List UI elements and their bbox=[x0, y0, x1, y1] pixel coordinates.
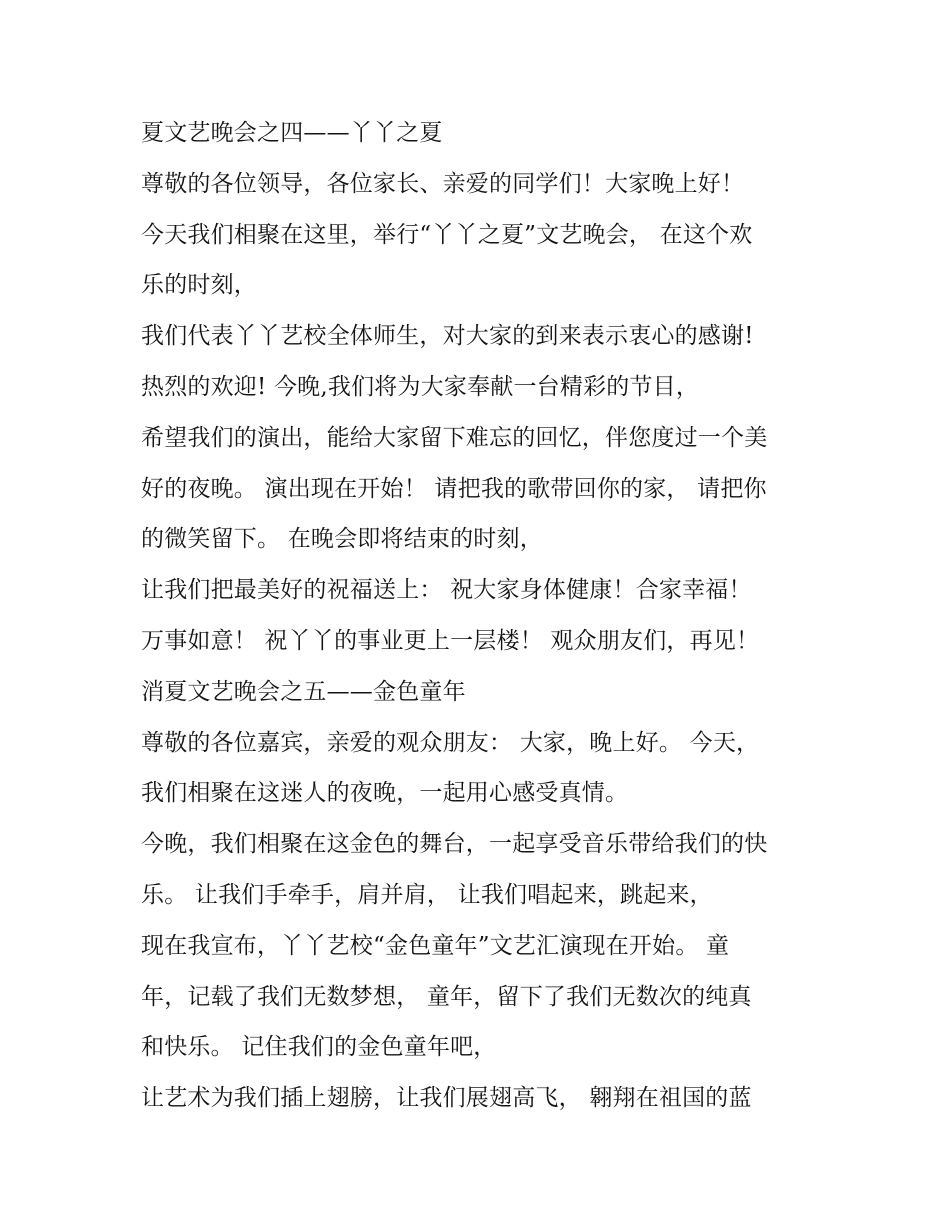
text-line: 希望我们的演出，能给大家留下难忘的回忆，伴您度过一个美 bbox=[141, 424, 768, 451]
section-heading-4: 夏文艺晚会之四——丫丫之夏 bbox=[141, 120, 443, 146]
text-line: 热烈的欢迎! 今晚,我们将为大家奉献一台精彩的节目， bbox=[141, 373, 700, 400]
text-line: 乐。 让我们手牵手，肩并肩， 让我们唱起来，跳起来， bbox=[141, 881, 713, 908]
text-line: 乐的时刻， bbox=[141, 272, 257, 299]
text-line: 我们代表丫丫艺校全体师生，对大家的到来表示衷心的感谢! bbox=[141, 323, 754, 350]
text-line: 万事如意！ 祝丫丫的事业更上一层楼！ 观众朋友们，再见！ bbox=[141, 627, 760, 654]
document-body bbox=[141, 108, 831, 1124]
text-line: 今晚，我们相聚在这金色的舞台，一起享受音乐带给我们的快 bbox=[141, 831, 768, 858]
section-heading-5: 消夏文艺晚会之五——金色童年 bbox=[141, 678, 466, 705]
text-line: 我们相聚在这迷人的夜晚，一起用心感受真情。 bbox=[141, 780, 629, 807]
text-line: 让我们把最美好的祝福送上： 祝大家身体健康！合家幸福！ bbox=[141, 577, 752, 604]
text-line: 的微笑留下。 在晚会即将结束的时刻， bbox=[141, 526, 543, 553]
text-line: 尊敬的各位领导，各位家长、亲爱的同学们！大家晚上好！ bbox=[141, 170, 745, 197]
text-line: 让艺术为我们插上翅膀，让我们展翅高飞， 翱翔在祖国的蓝 bbox=[141, 1085, 752, 1112]
text-line: 年，记载了我们无数梦想， 童年，留下了我们无数次的纯真 bbox=[141, 983, 752, 1010]
text-line: 尊敬的各位嘉宾，亲爱的观众朋友： 大家，晚上好。 今天， bbox=[141, 729, 760, 756]
text-line: 好的夜晚。 演出现在开始！ 请把我的歌带回你的家， 请把你 bbox=[141, 475, 767, 502]
text-line: 和快乐。 记住我们的金色童年吧， bbox=[141, 1034, 497, 1061]
text-line: 现在我宣布，丫丫艺校“金色童年”文艺汇演现在开始。 童 bbox=[141, 932, 730, 959]
text-line: 今天我们相聚在这里，举行“丫丫之夏”文艺晚会， 在这个欢 bbox=[141, 221, 753, 248]
